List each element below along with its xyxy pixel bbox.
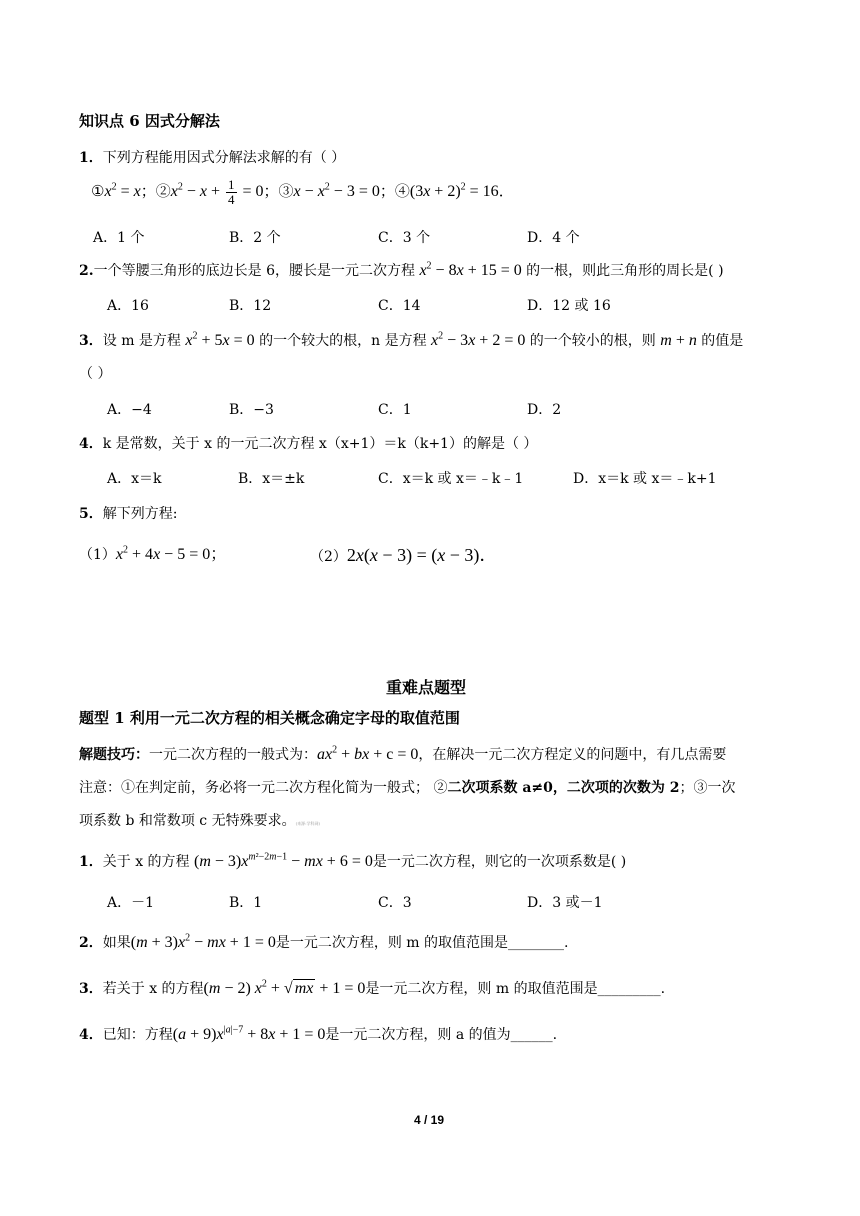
question-stem: 已知：方程 bbox=[102, 1027, 173, 1043]
option-c: C．x＝k 或 x＝﹣k﹣1 bbox=[378, 471, 524, 487]
option-c: C．3 个 bbox=[378, 230, 431, 246]
question-4: 4．已知：方程$(a + 9)x^{|a|-7} + 8x + 1 = 0$是一元二次方程，则 a 的值为______. bbox=[79, 1024, 558, 1043]
option-d: D．4 个 bbox=[527, 230, 580, 246]
subquestion-label: （1） bbox=[79, 547, 116, 563]
question-stem: 一个等腰三角形的底边长是 6，腰长是一元二次方程 bbox=[93, 263, 420, 279]
question-number: 4． bbox=[79, 1027, 103, 1043]
option-c: C．1 bbox=[378, 402, 412, 418]
question-number: 5． bbox=[79, 506, 103, 522]
tip-text: ，在解决一元二次方程定义的问题中，有几点需要 bbox=[418, 747, 727, 763]
question-stem: 关于 x 的方程 bbox=[102, 854, 194, 870]
question-number: 3． bbox=[79, 981, 103, 997]
question-3: 3．若关于 x 的方程(m − 2) $x^2$ + √ mx + 1 = 0是一元二次方程，则 m 的取值范围是_________. bbox=[79, 978, 666, 997]
tip-text: 一元二次方程的一般式为： bbox=[149, 747, 317, 763]
equation-list: $①x^2 = x$；$②x^2 - x$ + $\frac{1}{4}$ = 0；③x − $x^2 - 3 = 0$；④(3x + 2)$^2$ = 16． bbox=[91, 177, 514, 207]
option-a: A．x＝k bbox=[107, 471, 162, 487]
option-b: B．1 bbox=[229, 895, 263, 911]
option-a: A．－1 bbox=[107, 895, 155, 911]
option-a: A．1 个 bbox=[93, 230, 145, 246]
tip-line-2 bbox=[79, 777, 736, 797]
page-number: 4 / 19 bbox=[414, 1113, 445, 1127]
question-4 bbox=[79, 433, 537, 453]
question-stem: 设 m 是方程 bbox=[102, 333, 186, 349]
type-title: 题型 1 利用一元二次方程的相关概念确定字母的取值范围 bbox=[79, 709, 460, 727]
question-2: 2.一个等腰三角形的底边长是 6，腰长是一元二次方程 $x^2 - 8x + 15 = 0$ 的一根，则此三角形的周长是( ) bbox=[79, 260, 724, 279]
subquestion-label: （2） bbox=[310, 549, 347, 565]
question-stem: 是一元二次方程，则它的一次项系数是( ) bbox=[372, 854, 627, 870]
question-stem: 是一元二次方程，则 m 的取值范围是________. bbox=[275, 935, 569, 951]
option-b: B．−3 bbox=[229, 402, 274, 418]
option-d: D．2 bbox=[527, 402, 562, 418]
subquestion-1: $(1)x^2 + 4x - 5 = 0$； bbox=[79, 544, 227, 563]
question-2: 2．如果$(m + 3)x^2$ − mx + 1 = 0是一元二次方程，则 m 的取值范围是________. bbox=[79, 932, 569, 951]
option-b: B．2 个 bbox=[229, 230, 281, 246]
question-stem: 的一个较大的根，n 是方程 bbox=[254, 333, 432, 349]
tip-text: 注意：①在判定前，务必将一元二次方程化简为一般式； ② bbox=[79, 780, 448, 796]
option-b: B．12 bbox=[229, 298, 272, 314]
option-c: C．14 bbox=[378, 298, 421, 314]
option-a: A．−4 bbox=[107, 402, 152, 418]
question-number: 2． bbox=[79, 935, 103, 951]
tip-text: 项系数 b 和常数项 c 无特殊要求。 bbox=[79, 813, 296, 829]
question-stem: 下列方程能用因式分解法求解的有（ ） bbox=[102, 150, 346, 166]
option-b: B．x＝±k bbox=[238, 471, 305, 487]
question-number: 1． bbox=[79, 854, 103, 870]
question-1 bbox=[79, 147, 345, 167]
answer-paren: （ ） bbox=[79, 366, 112, 382]
option-d: D．x＝k 或 x＝﹣k+1 bbox=[573, 471, 717, 487]
question-stem: 的一个较小的根，则 bbox=[525, 333, 661, 349]
source-mark: (来源:学科网) bbox=[295, 821, 321, 826]
tip-line-1: 解题技巧：一元二次方程的一般式为：$ax^2$ + bx + c = 0，在解决一元二次方程定义的问题中，有几点需要 bbox=[79, 744, 727, 763]
question-stem: 若关于 x 的方程 bbox=[102, 981, 204, 997]
question-stem: 是一元二次方程，则 m 的取值范围是_________. bbox=[365, 981, 666, 997]
question-number: 2. bbox=[79, 263, 94, 279]
tip-line-3 bbox=[79, 810, 320, 830]
question-stem: 的值是 bbox=[696, 333, 744, 349]
question-stem: k 是常数，关于 x 的一元二次方程 x（x+1）＝k（k+1）的解是（ ） bbox=[102, 436, 538, 452]
option-c: C．3 bbox=[378, 895, 412, 911]
question-3: 3．设 m 是方程 $x^2 + 5x = 0$ 的一个较大的根，n 是方程 $x^2 - 3x + 2 = 0$ 的一个较小的根，则 m + n 的值是 bbox=[79, 330, 744, 349]
section-heading: 重难点题型 bbox=[386, 678, 467, 697]
question-number: 4． bbox=[79, 436, 103, 452]
tip-text: ；③一次 bbox=[679, 780, 736, 796]
question-stem: 的一根，则此三角形的周长是( ) bbox=[521, 263, 724, 279]
question-stem: 解下列方程: bbox=[102, 506, 178, 522]
question-stem: 是一元二次方程，则 a 的值为______. bbox=[325, 1027, 558, 1043]
option-d: D．3 或－1 bbox=[527, 895, 603, 911]
question-number: 3． bbox=[79, 333, 103, 349]
section-title: 知识点 6 因式分解法 bbox=[79, 112, 220, 130]
question-number: 1． bbox=[79, 150, 103, 166]
option-a: A．16 bbox=[107, 298, 149, 314]
question-5 bbox=[79, 503, 177, 523]
tip-emphasis: 二次项系数 a≠0，二次项的次数为 2 bbox=[447, 780, 680, 796]
subquestion-2: （2）2x(x − 3) = (x − 3)． bbox=[310, 545, 498, 565]
question-stem: 如果 bbox=[102, 935, 131, 951]
option-d: D．12 或 16 bbox=[527, 298, 611, 314]
question-1: 1．关于 x 的方程 $(m - 3)x^{m^2-2m-1}$ − mx + 6 = 0是一元二次方程，则它的一次项系数是( ) bbox=[79, 851, 627, 870]
tip-label: 解题技巧： bbox=[79, 747, 149, 763]
